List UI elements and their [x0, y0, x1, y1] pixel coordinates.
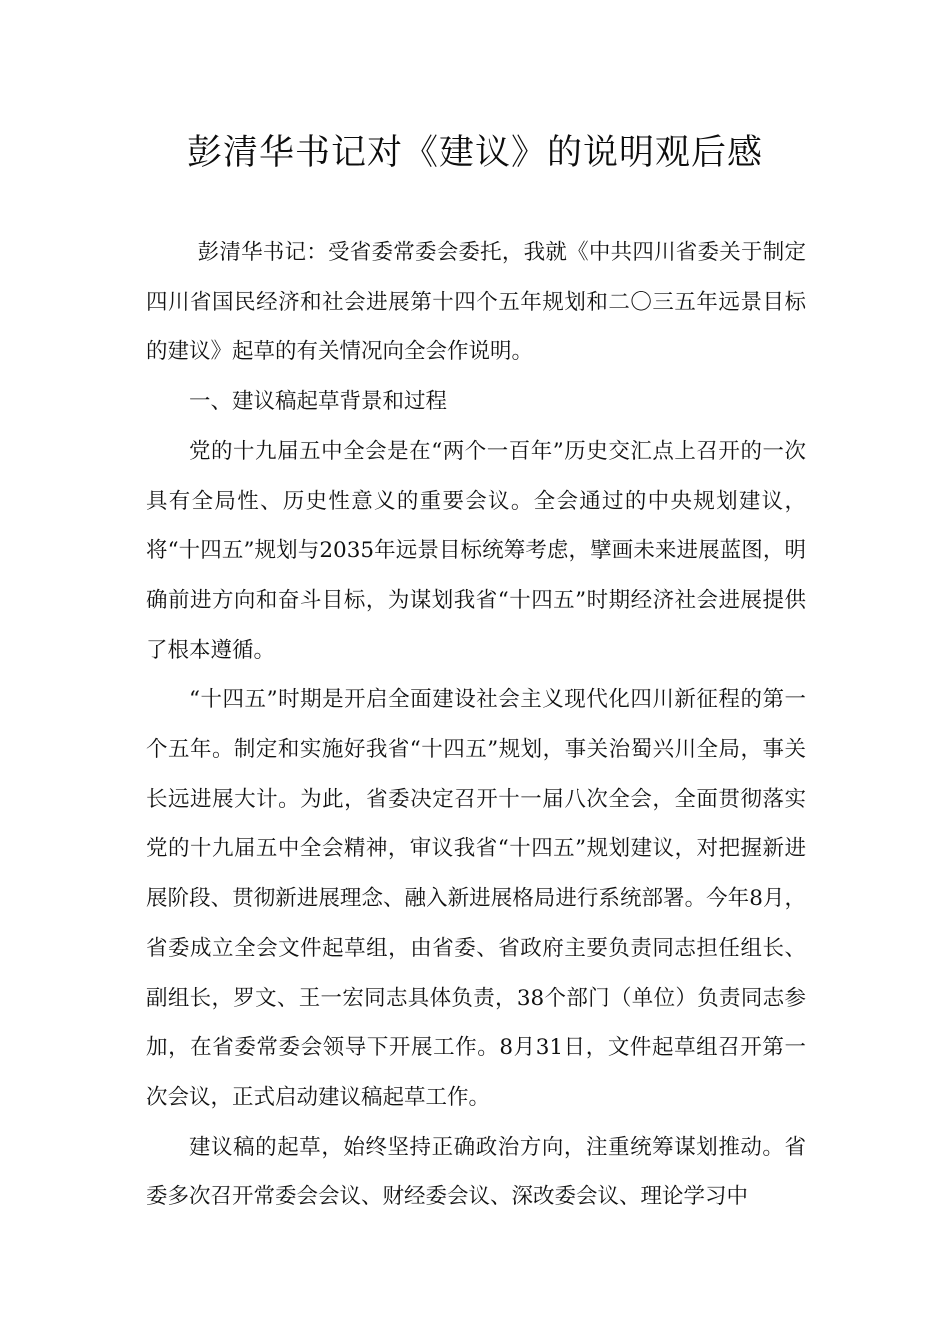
- document-body: [146, 228, 806, 1222]
- intro-paragraph: 彭清华书记：受省委常委会委托，我就《中共四川省委关于制定四川省国民经济和社会进展第十四个五年规划和二〇三五年远景目标的建议》起草的有关情况向全会作说明。: [146, 240, 806, 365]
- body-paragraph: 党的十九届五中全会是在“两个一百年”历史交汇点上召开的一次具有全局性、历史性意义的重要会议。全会通过的中央规划建议，将“十四五”规划与2035年远景目标统筹考虑，擘画未来进展蓝图，明确前进方向和奋斗目标，为谋划我省“十四五”时期经济社会进展提供了根本遵循。: [146, 438, 806, 663]
- document-title: 彭清华书记对《建议》的说明观后感: [186, 133, 763, 173]
- body-paragraph: “十四五”时期是开启全面建设社会主义现代化四川新征程的第一个五年。制定和实施好我省“十四五”规划，事关治蜀兴川全局，事关长远进展大计。为此，省委决定召开十一届八次全会，全面贯彻落实党的十九届五中全会精神，审议我省“十四五”规划建议，对把握新进展阶段、贯彻新进展理念、融入新进展格局进行系统部署。今年8月，省委成立全会文件起草组，由省委、省政府主要负责同志担任组长、副组长，罗文、王一宏同志具体负责，38个部门（单位）负责同志参加，在省委常委会领导下开展工作。8月31日，文件起草组召开第一次会议，正式启动建议稿起草工作。: [146, 687, 806, 1110]
- section-heading: 一、建议稿起草背景和过程: [189, 389, 448, 415]
- body-paragraph: 建议稿的起草，始终坚持正确政治方向，注重统筹谋划推动。省委多次召开常委会会议、财经委会议、深改委会议、理论学习中: [146, 1134, 806, 1210]
